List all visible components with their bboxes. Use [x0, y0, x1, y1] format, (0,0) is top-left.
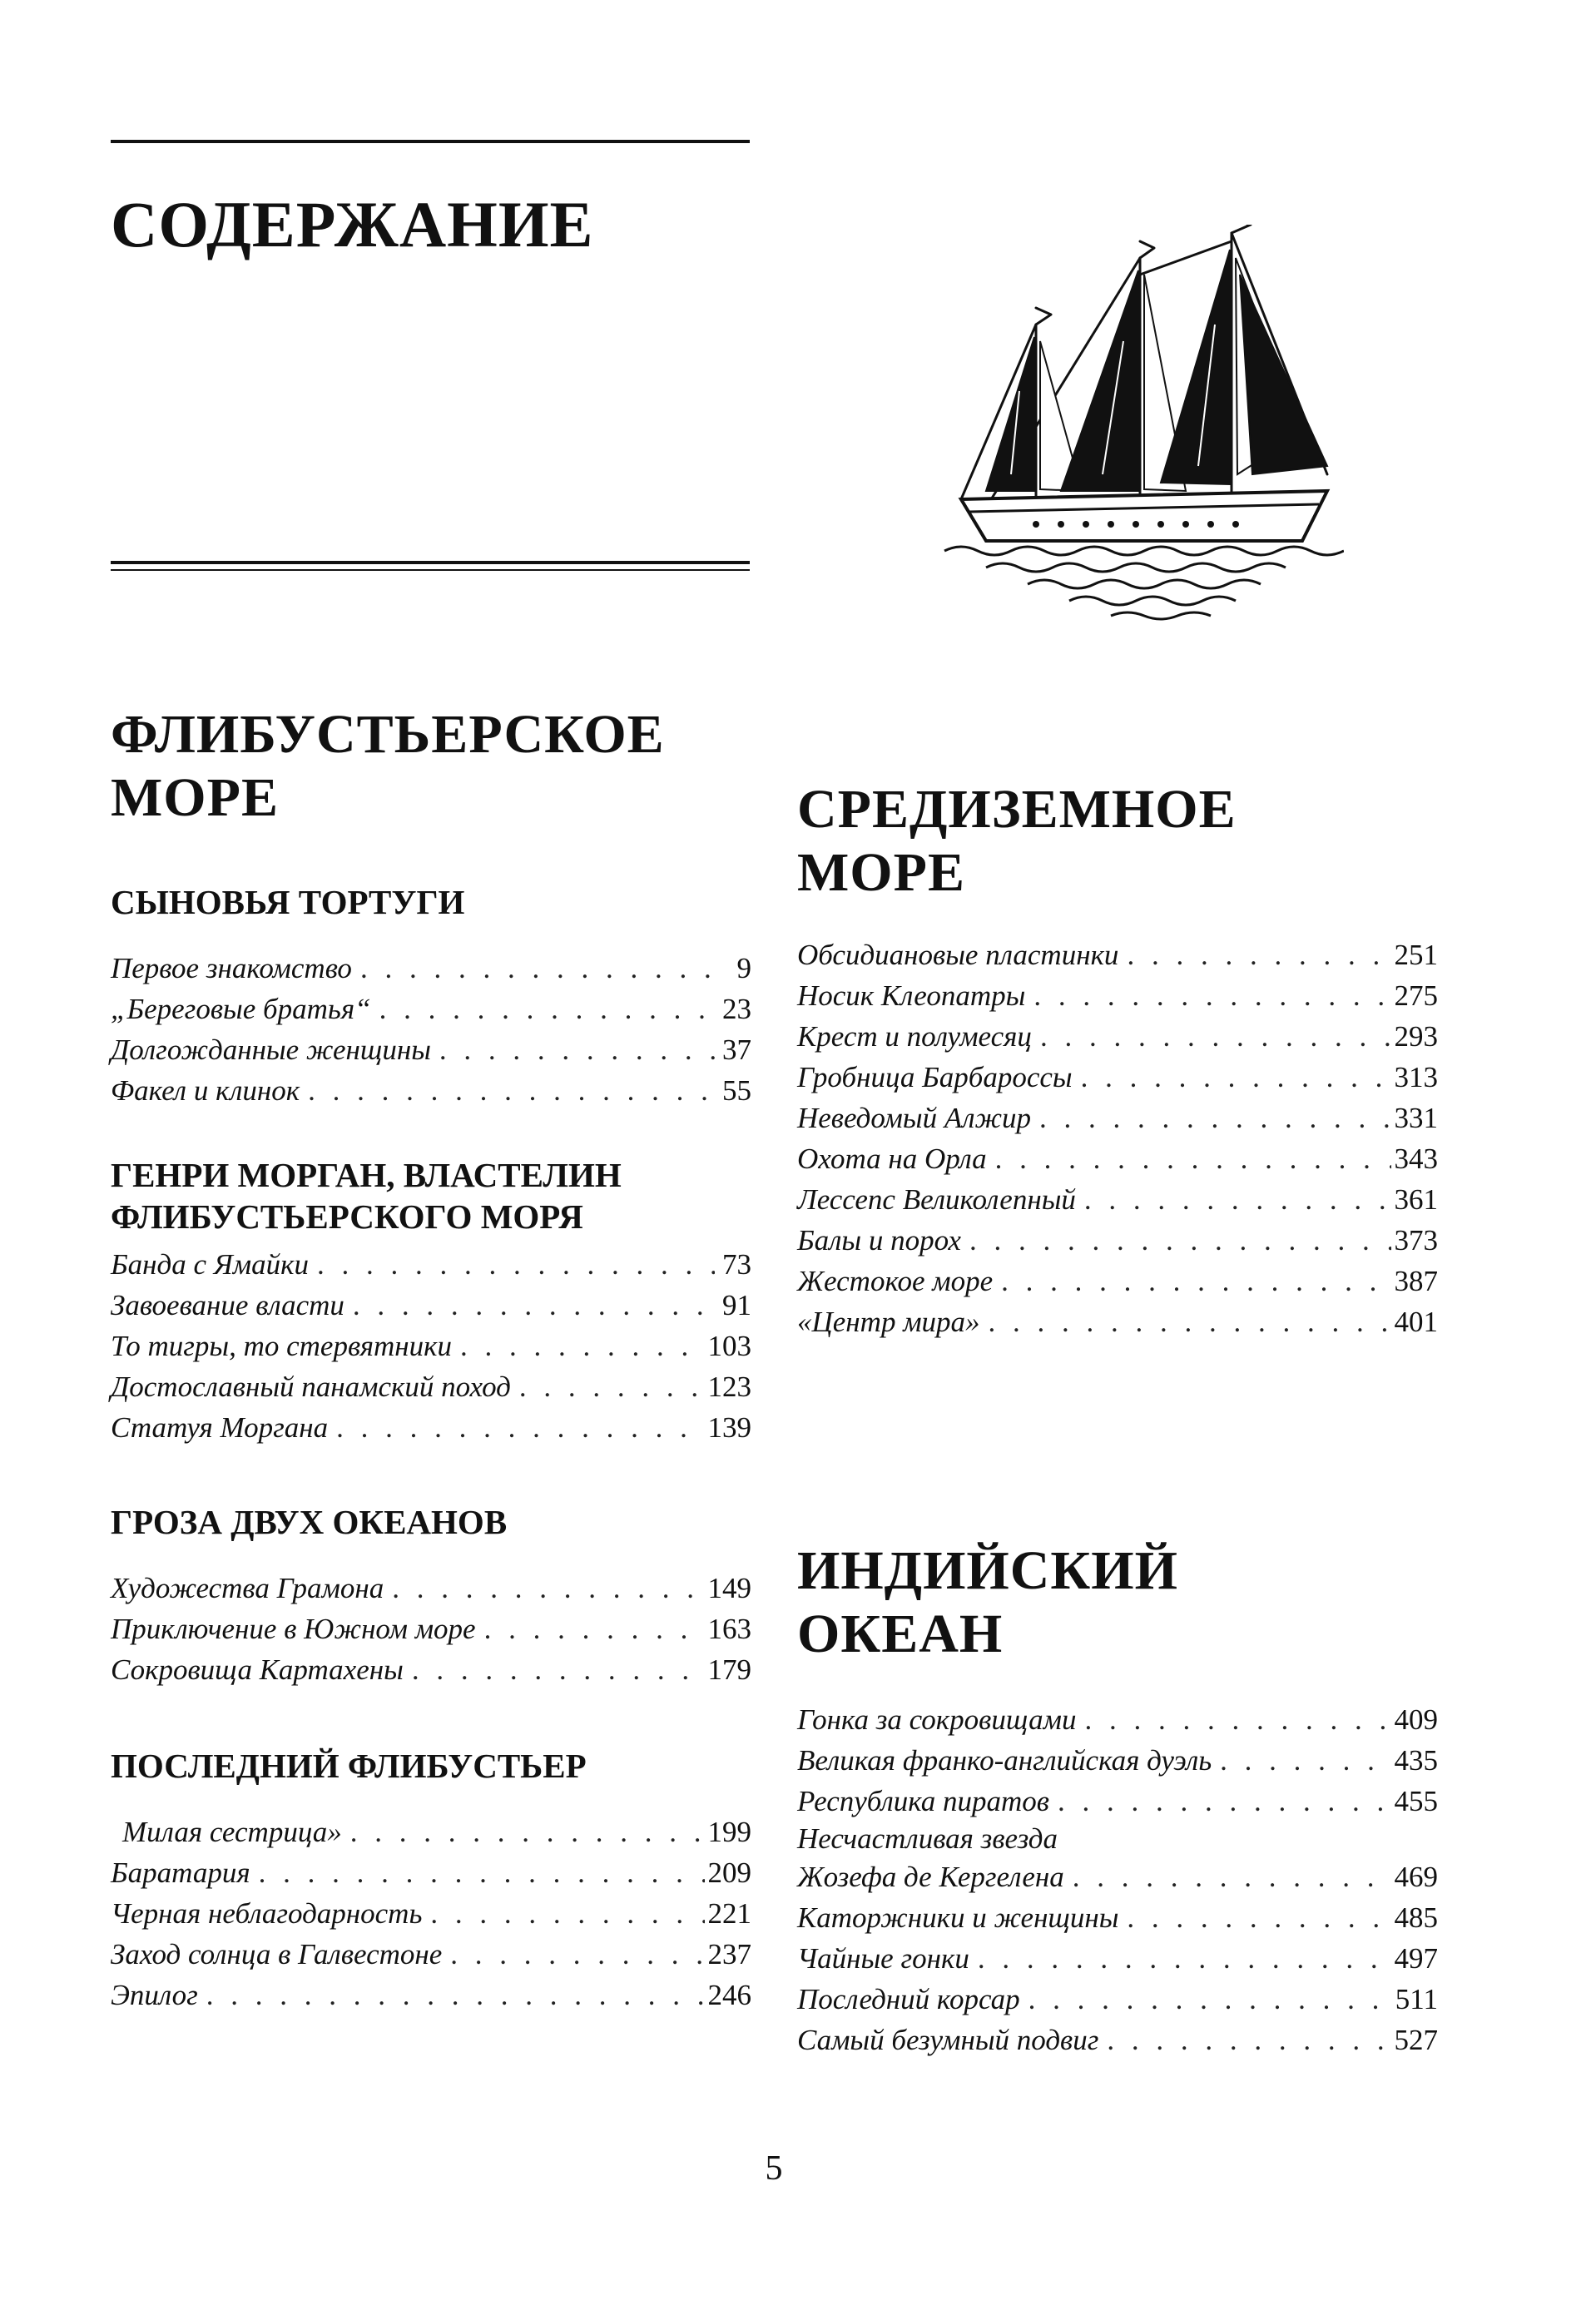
top-rule [111, 140, 750, 143]
entry-page: 73 [722, 1248, 751, 1281]
leader-dots [259, 1852, 705, 1893]
toc-entry[interactable] [111, 1975, 751, 2015]
entry-page: 469 [1394, 1861, 1438, 1893]
toc-list [111, 1812, 751, 2015]
entry-page: 139 [707, 1411, 751, 1444]
part-title-line: ОКЕАН [797, 1604, 1004, 1664]
toc-list [111, 948, 751, 1111]
entry-title: Приключение в Южном море [111, 1613, 476, 1645]
entry-title: Заход солнца в Галвестоне [111, 1938, 443, 1970]
part-title-line: МОРЕ [797, 842, 965, 903]
entry-title: Лессепс Великолепный [797, 1183, 1076, 1216]
leader-dots [978, 1938, 1391, 1979]
page-title: СОДЕРЖАНИЕ [111, 188, 594, 260]
leader-dots [350, 1812, 705, 1852]
toc-entry[interactable] [111, 1366, 751, 1407]
entry-page: 251 [1394, 939, 1438, 971]
leader-dots [1081, 1057, 1391, 1098]
entry-title: Статуя Моргана [111, 1411, 329, 1444]
entry-title: Обсидиановые пластинки [797, 939, 1119, 971]
entry-page: 401 [1394, 1306, 1438, 1338]
toc-entry[interactable] [797, 1138, 1438, 1179]
leader-dots [336, 1407, 704, 1448]
entry-page: 373 [1394, 1224, 1438, 1257]
leader-dots [969, 1220, 1391, 1261]
entry-title: Достославный панамский поход [111, 1371, 511, 1403]
entry-page: 497 [1394, 1942, 1438, 1975]
part-caribbean [111, 703, 751, 2015]
entry-page: 237 [707, 1938, 751, 1970]
leader-dots [379, 989, 715, 1029]
part-title-line: СРЕДИЗЕМНОЕ [797, 779, 1237, 840]
entry-title-first-line: Несчастливая звезда [797, 1822, 1058, 1855]
entry-title: Чайные гонки [797, 1942, 969, 1975]
toc-entry[interactable] [797, 1098, 1438, 1138]
section-title [111, 1745, 751, 1787]
entry-title: Балы и порох [797, 1224, 961, 1257]
entry-page: 163 [707, 1613, 751, 1645]
section-title-line: ПОСЛЕДНИЙ ФЛИБУСТЬЕР [111, 1747, 587, 1785]
toc-entry[interactable] [111, 1812, 751, 1852]
entry-page: 511 [1395, 1983, 1438, 2015]
toc-entry[interactable] [797, 1897, 1438, 1938]
toc-entry[interactable] [797, 1938, 1438, 1979]
section-title-line: СЫНОВЬЯ ТОРТУГИ [111, 883, 465, 921]
entry-page: 199 [707, 1816, 751, 1848]
entry-title: Неведомый Алжир [797, 1102, 1032, 1134]
entry-page: 123 [707, 1371, 751, 1403]
part-title-line: ФЛИБУСТЬЕРСКОЕ [111, 704, 665, 765]
leader-dots [1220, 1740, 1390, 1781]
toc-entry[interactable] [111, 989, 751, 1029]
toc-entry[interactable] [111, 948, 751, 989]
leader-dots [1073, 1856, 1391, 1897]
entry-title: Гробница Барбароссы [797, 1061, 1073, 1093]
leader-dots [519, 1366, 705, 1407]
entry-page: 91 [722, 1289, 751, 1321]
toc-entry[interactable] [797, 1179, 1438, 1220]
entry-page: 455 [1394, 1785, 1438, 1817]
leader-dots [450, 1934, 704, 1975]
toc-entry[interactable] [111, 1029, 751, 1070]
entry-page: 331 [1394, 1102, 1438, 1134]
entry-title: Сокровища Картахены [111, 1653, 404, 1686]
double-rule-upper [111, 561, 750, 564]
entry-title: Последний корсар [797, 1983, 1020, 2015]
part-title-line: ИНДИЙСКИЙ [797, 1540, 1178, 1601]
entry-page: 221 [707, 1897, 751, 1930]
leader-dots [392, 1568, 704, 1609]
toc-list [111, 1244, 751, 1448]
entry-title: Завоевание власти [111, 1289, 344, 1321]
part-mediterranean [797, 778, 1438, 1342]
leader-dots [460, 1326, 705, 1366]
toc-entry[interactable] [797, 1220, 1438, 1261]
toc-list [797, 1699, 1438, 2060]
part-indian-ocean [797, 1539, 1438, 2060]
toc-entry[interactable] [111, 1568, 751, 1609]
entry-title: То тигры, то стервятники [111, 1330, 452, 1362]
entry-page: 275 [1394, 979, 1438, 1012]
entry-title: Великая франко-английская дуэль [797, 1744, 1212, 1777]
entry-page: 149 [707, 1572, 751, 1604]
entry-title: Крест и полумесяц [797, 1020, 1032, 1053]
leader-dots [1001, 1261, 1390, 1301]
toc-entry[interactable] [797, 934, 1438, 975]
toc-entry[interactable] [111, 1893, 751, 1934]
leader-dots [1058, 1781, 1391, 1822]
section-title [111, 881, 751, 923]
entry-title: Охота на Орла [797, 1143, 987, 1175]
entry-title: Художества Грамона [111, 1572, 384, 1604]
entry-page: 313 [1394, 1061, 1438, 1093]
entry-page: 387 [1394, 1265, 1438, 1297]
toc-entry[interactable] [797, 1979, 1438, 2020]
toc-entry[interactable] [797, 975, 1438, 1016]
entry-title: Факел и клинок [111, 1074, 300, 1107]
leader-dots [317, 1244, 715, 1285]
leader-dots [989, 1301, 1391, 1342]
toc-list [111, 1568, 751, 1690]
entry-page: 293 [1394, 1020, 1438, 1053]
entry-title: Первое знакомство [111, 952, 352, 984]
toc-entry[interactable] [797, 2020, 1438, 2060]
entry-title: Республика пиратов [797, 1785, 1049, 1817]
leader-dots [1039, 1098, 1390, 1138]
part-title [797, 778, 1438, 905]
entry-page: 435 [1394, 1744, 1438, 1777]
leader-dots [360, 948, 715, 989]
section-title-line: ФЛИБУСТЬЕРСКОГО МОРЯ [111, 1197, 583, 1236]
toc-entry[interactable] [111, 1852, 751, 1893]
entry-title: Жозефа де Кергелена [797, 1861, 1064, 1893]
toc-entry[interactable] [797, 1699, 1438, 1740]
toc-entry[interactable] [111, 1649, 751, 1690]
section-title-line: ГРОЗА ДВУХ ОКЕАНОВ [111, 1503, 508, 1541]
entry-title: Милая сестрица» [122, 1816, 342, 1848]
leader-dots [308, 1070, 715, 1111]
toc-entry[interactable] [111, 1285, 751, 1326]
toc-entry[interactable] [111, 1244, 751, 1285]
leader-dots [484, 1609, 705, 1649]
entry-title: Эпилог [111, 1979, 198, 2011]
entry-page: 179 [707, 1653, 751, 1686]
toc-entry[interactable] [797, 1781, 1438, 1822]
toc-entry[interactable] [797, 1261, 1438, 1301]
entry-page: 209 [707, 1856, 751, 1889]
leader-dots [412, 1649, 705, 1690]
entry-title: Банда с Ямайки [111, 1248, 309, 1281]
entry-page: 55 [722, 1074, 751, 1107]
leader-dots [439, 1029, 715, 1070]
leader-dots [1127, 934, 1390, 975]
entry-title: Баратария [111, 1856, 250, 1889]
entry-page: 361 [1394, 1183, 1438, 1216]
toc-entry[interactable] [797, 1822, 1438, 1897]
entry-page: 103 [707, 1330, 751, 1362]
entry-title: «Центр мира» [797, 1306, 980, 1338]
leader-dots [1040, 1016, 1391, 1057]
toc-entry[interactable] [797, 1016, 1438, 1057]
leader-dots [1127, 1897, 1390, 1938]
section-title [111, 1501, 751, 1543]
entry-title: Черная неблагодарность [111, 1897, 423, 1930]
double-rule-lower [111, 569, 750, 571]
entry-page: 37 [722, 1034, 751, 1066]
section-title-line: ГЕНРИ МОРГАН, ВЛАСТЕЛИН [111, 1156, 622, 1194]
leader-dots [1033, 975, 1390, 1016]
toc-entry[interactable] [111, 1609, 751, 1649]
entry-page: 9 [736, 952, 751, 984]
entry-title: Жестокое море [797, 1265, 994, 1297]
part-title [111, 703, 751, 830]
toc-entry[interactable] [111, 1407, 751, 1448]
entry-title: Самый безумный подвиг [797, 2024, 1099, 2056]
leader-dots [353, 1285, 715, 1326]
toc-entry[interactable] [797, 1301, 1438, 1342]
part-title [797, 1539, 1438, 1666]
leader-dots [1084, 1699, 1390, 1740]
leader-dots [995, 1138, 1391, 1179]
leader-dots [430, 1893, 704, 1934]
toc-entry[interactable] [111, 1326, 751, 1366]
toc-entry[interactable] [797, 1740, 1438, 1781]
toc-entry[interactable] [111, 1070, 751, 1111]
page-number: 5 [765, 2149, 783, 2188]
leader-dots [1084, 1179, 1391, 1220]
entry-title: Долгожданные женщины [111, 1034, 431, 1066]
section-title [111, 1154, 751, 1237]
part-title-line: МОРЕ [111, 767, 279, 828]
entry-page: 485 [1394, 1901, 1438, 1934]
entry-title: Носик Клеопатры [797, 979, 1026, 1012]
entry-page: 23 [722, 993, 751, 1025]
leader-dots [206, 1975, 705, 2015]
leader-dots [1107, 2020, 1390, 2060]
toc-entry[interactable] [797, 1057, 1438, 1098]
entry-page: 527 [1394, 2024, 1438, 2056]
entry-page: 246 [707, 1979, 751, 2011]
sailing-ship-illustration [936, 225, 1344, 624]
toc-list [797, 934, 1438, 1342]
entry-title: Каторжники и женщины [797, 1901, 1119, 1934]
entry-page: 409 [1394, 1703, 1438, 1736]
entry-title: Гонка за сокровищами [797, 1703, 1077, 1736]
toc-entry[interactable] [111, 1934, 751, 1975]
entry-title: „Береговые братья“ [111, 993, 371, 1025]
entry-page: 343 [1394, 1143, 1438, 1175]
leader-dots [1028, 1979, 1392, 2020]
